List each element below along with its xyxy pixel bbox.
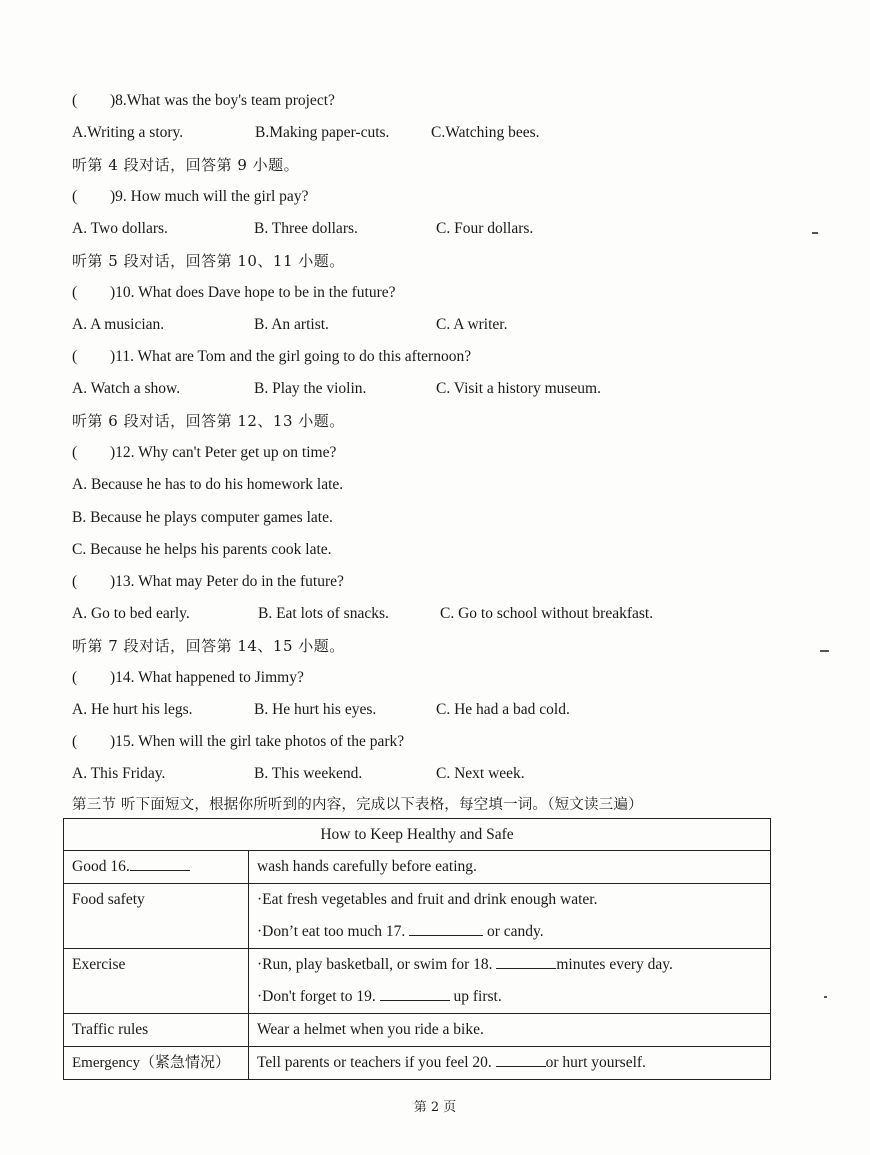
question-14 [72, 668, 830, 688]
option-c: C. Next week. [436, 765, 525, 782]
section-instruction: 听第 7 段对话，回答第 14、15 小题。 [72, 637, 345, 655]
answer-blank-19[interactable] [380, 985, 450, 1001]
option-c: C. He had a bad cold. [436, 701, 570, 718]
scan-speck [812, 232, 818, 234]
table-row [64, 949, 771, 1014]
answer-paren[interactable]: ( [72, 348, 78, 365]
option-c: C. Four dollars. [436, 220, 534, 237]
fill-in-table [63, 818, 771, 1080]
question-text: )9. How much will the girl pay? [110, 188, 309, 205]
question-text: )13. What may Peter do in the future? [110, 573, 344, 590]
answer-paren[interactable]: ( [72, 573, 78, 590]
question-text: )11. What are Tom and the girl going to do this afternoon? [110, 348, 472, 365]
option-b: B. Play the violin. [254, 380, 367, 397]
question-10 [72, 283, 830, 303]
question-12 [72, 443, 830, 463]
option-a: A. Because he has to do his homework late. [72, 476, 344, 493]
answer-blank-16[interactable] [130, 855, 190, 871]
row-label: Food safety [64, 884, 249, 949]
answer-blank-17[interactable] [409, 920, 483, 936]
row-label: Good 16. [64, 851, 249, 884]
option-b: B. Because he plays computer games late. [72, 509, 333, 526]
answer-paren[interactable]: ( [72, 188, 78, 205]
option-b: B. Three dollars. [254, 220, 358, 237]
row-label: Exercise [64, 949, 249, 1014]
option-b: B. He hurt his eyes. [254, 701, 377, 718]
question-text: )10. What does Dave hope to be in the future? [110, 284, 396, 301]
table-row [64, 884, 771, 949]
option-b: B. This weekend. [254, 765, 363, 782]
scan-speck [824, 996, 827, 998]
answer-paren[interactable]: ( [72, 733, 78, 750]
section-instruction: 听第 4 段对话，回答第 9 小题。 [72, 156, 300, 174]
scan-speck [820, 650, 829, 652]
option-b: B.Making paper-cuts. [255, 124, 390, 141]
answer-blank-20[interactable] [496, 1051, 546, 1067]
option-c: C.Watching bees. [431, 124, 540, 141]
option-c: C. Go to school without breakfast. [440, 605, 654, 622]
part3-heading: 第三节 听下面短文，根据你所听到的内容，完成以下表格，每空填一词。（短文读三遍） [72, 797, 643, 813]
option-a: A. This Friday. [72, 765, 166, 782]
option-c: C. Visit a history museum. [436, 380, 601, 397]
question-text: )8.What was the boy's team project? [110, 92, 335, 109]
row-content: ·Run, play basketball, or swim for 18. minutes every day. ·Don't forget to 19. up first. [249, 949, 771, 1014]
option-a: A. He hurt his legs. [72, 701, 193, 718]
row-content: wash hands carefully before eating. [249, 851, 771, 884]
row-label: Emergency（紧急情况） [64, 1047, 249, 1080]
question-text: )15. When will the girl take photos of the park? [110, 733, 405, 750]
table-row [64, 1014, 771, 1047]
row-content: Tell parents or teachers if you feel 20. or hurt yourself. [249, 1047, 771, 1080]
answer-blank-18[interactable] [496, 953, 556, 969]
answer-paren[interactable]: ( [72, 284, 78, 301]
row-label: Traffic rules [64, 1014, 249, 1047]
section-instruction: 听第 6 段对话，回答第 12、13 小题。 [72, 412, 345, 430]
table-row [64, 851, 771, 884]
question-13 [72, 572, 830, 592]
option-a: A. Go to bed early. [72, 605, 190, 622]
answer-paren[interactable]: ( [72, 669, 78, 686]
page-number: 第 2 页 [413, 1100, 457, 1115]
question-11 [72, 347, 830, 367]
table-row [64, 1047, 771, 1080]
option-a: A. A musician. [72, 316, 165, 333]
option-a: A. Watch a show. [72, 380, 181, 397]
answer-paren[interactable]: ( [72, 444, 78, 461]
row-content: Wear a helmet when you ride a bike. [249, 1014, 771, 1047]
row-content: ·Eat fresh vegetables and fruit and drink enough water. ·Don’t eat too much 17. or candy. [249, 884, 771, 949]
question-text: )12. Why can't Peter get up on time? [110, 444, 337, 461]
option-a: A. Two dollars. [72, 220, 168, 237]
option-c: C. Because he helps his parents cook late. [72, 541, 332, 558]
option-a: A.Writing a story. [72, 124, 184, 141]
table-title: How to Keep Healthy and Safe [64, 819, 771, 851]
question-8 [72, 91, 830, 111]
option-c: C. A writer. [436, 316, 508, 333]
section-instruction: 听第 5 段对话，回答第 10、11 小题。 [72, 252, 345, 270]
question-15 [72, 732, 830, 752]
answer-paren[interactable]: ( [72, 92, 78, 109]
question-9 [72, 187, 830, 207]
option-b: B. Eat lots of snacks. [258, 605, 389, 622]
option-b: B. An artist. [254, 316, 329, 333]
question-text: )14. What happened to Jimmy? [110, 669, 304, 686]
